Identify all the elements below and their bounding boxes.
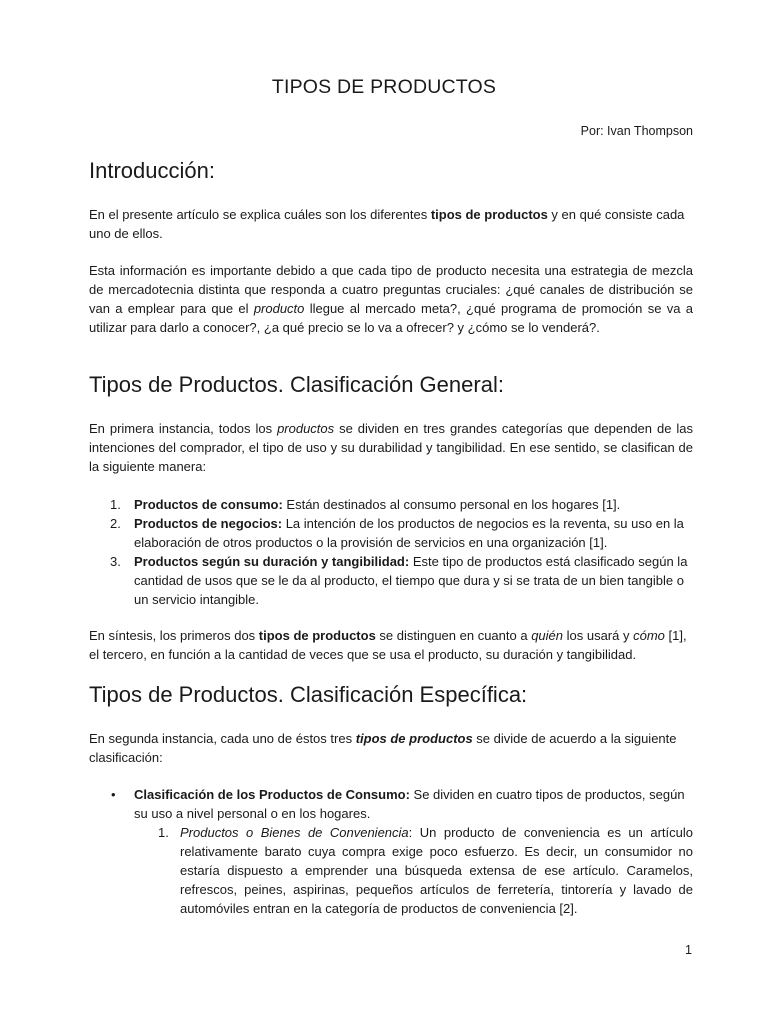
- author-line: Por: Ivan Thompson: [580, 124, 693, 138]
- heading-introduccion: Introducción:: [89, 158, 215, 183]
- bullet-item: [89, 785, 693, 918]
- sublist-item: [134, 823, 693, 918]
- text: En primera instancia, todos los: [89, 421, 278, 436]
- list-number: 1.: [158, 825, 169, 840]
- list-item-title: Productos de consumo:: [134, 497, 283, 512]
- italic-term: cómo: [633, 628, 665, 643]
- text: [1], el tercero, en función a la cantidad de veces que se usa el producto, su duración y tangibilidad.: [89, 628, 687, 662]
- consumer-products-sublist: [134, 823, 693, 918]
- italic-term: producto: [253, 301, 305, 316]
- page-number: 1: [685, 943, 692, 957]
- heading-clasificacion-general: Tipos de Productos. Clasificación General:: [89, 372, 504, 397]
- text: En síntesis, los primeros dos: [89, 628, 259, 643]
- general-numbered-list: [89, 495, 693, 609]
- general-paragraph-1: [89, 419, 693, 476]
- bullet-item-title: Clasificación de los Productos de Consumo:: [134, 787, 410, 802]
- bold-term: tipos de productos: [430, 207, 548, 222]
- text: se dividen en tres grandes categorías que dependen de las intenciones del comprador, el tipo de uso y su durabilidad y tangibilidad. En ese sentido, se clasifican de la siguiente manera:: [89, 421, 693, 474]
- text: En segunda instancia, cada uno de éstos tres: [89, 731, 356, 746]
- document-title: TIPOS DE PRODUCTOS: [271, 76, 497, 98]
- bold-italic-term: tipos de productos: [355, 731, 473, 746]
- list-item-text: La intención de los productos de negocios es la reventa, su uso en la elaboración de otros productos o la provisión de servicios en una organización [1].: [134, 516, 684, 550]
- text: los usará y: [563, 628, 634, 643]
- sublist-item-text: : Un producto de conveniencia es un artículo relativamente barato cuya compra exige poco esfuerzo. Es decir, un consumidor no estaría dispuesto a emprender una búsqueda extensa de ese artículo. Caramelos, refrescos, peines, aspirinas, pequeños artículos de ferretería, tintorería y lavado de automóviles entran en la categoría de productos de conveniencia [2].: [180, 825, 693, 916]
- text: se distinguen en cuanto a: [375, 628, 532, 643]
- list-item-title: Productos de negocios:: [134, 516, 283, 531]
- sublist-item-title: Productos o Bienes de Conveniencia: [180, 825, 409, 840]
- intro-paragraph-2: [89, 261, 693, 337]
- bullet-item-text: Se dividen en cuatro tipos de productos, según su uso a nivel personal o en los hogares.: [134, 787, 685, 821]
- list-item-title: Productos según su duración y tangibilidad:: [134, 554, 410, 569]
- list-item: [89, 495, 693, 514]
- heading-clasificacion-especifica: Tipos de Productos. Clasificación Específica:: [89, 682, 528, 707]
- general-summary-paragraph: [89, 626, 693, 664]
- bold-term: tipos de productos: [258, 628, 376, 643]
- italic-term: quién: [531, 628, 563, 643]
- text: y en qué consiste cada uno de ellos.: [89, 207, 685, 241]
- intro-paragraph-1: [89, 205, 693, 243]
- list-number: 2.: [110, 516, 121, 531]
- specific-paragraph-1: [89, 729, 693, 767]
- text: En el presente artículo se explica cuáles son los diferentes: [89, 207, 431, 222]
- list-item: [89, 552, 693, 609]
- list-item: [89, 514, 693, 552]
- italic-term: productos: [277, 421, 335, 436]
- list-number: 3.: [110, 554, 121, 569]
- list-item-text: Este tipo de productos está clasificado según la cantidad de usos que se le da al producto, el tiempo que dura y si se trata de un bien tangible o un servicio intangible.: [134, 554, 688, 607]
- text: llegue al mercado meta?, ¿qué programa de promoción se va a utilizar para darlo a conocer?, ¿a qué precio se lo va a ofrecer? y ¿cómo se lo venderá?.: [89, 301, 693, 335]
- list-number: 1.: [110, 497, 121, 512]
- specific-bullet-list: [89, 785, 693, 918]
- list-item-text: Están destinados al consumo personal en los hogares [1].: [282, 497, 621, 512]
- text: Esta información es importante debido a que cada tipo de producto necesita una estrategia de mezcla de mercadotecnia distinta que responda a cuatro preguntas cruciales: ¿qué canales de distribución se van a emplear para que el: [89, 263, 693, 316]
- text: se divide de acuerdo a la siguiente clasificación:: [89, 731, 677, 765]
- bullet-icon: •: [111, 787, 116, 802]
